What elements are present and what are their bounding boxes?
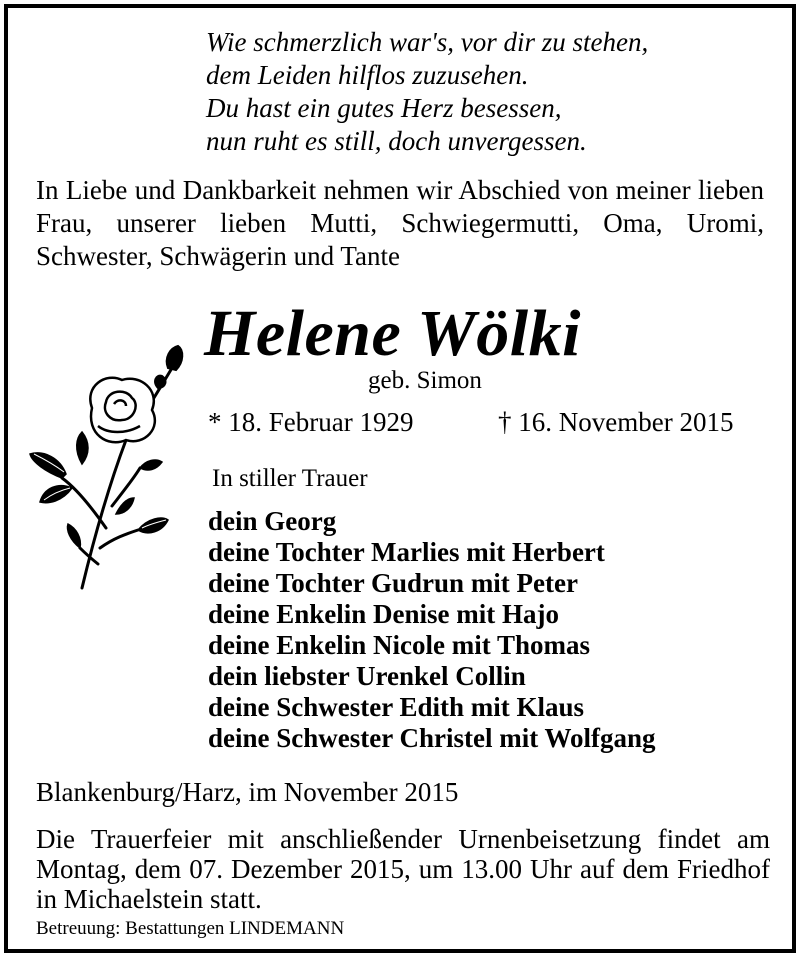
list-item: deine Schwester Edith mit Klaus — [208, 692, 585, 722]
rose-icon — [22, 338, 202, 598]
obituary-notice — [4, 4, 796, 953]
deceased-name: Helene Wölki — [204, 297, 581, 370]
list-item: deine Enkelin Denise mit Hajo — [208, 599, 560, 629]
poem-line: nun ruht es still, doch unvergessen. — [206, 126, 587, 156]
list-item: deine Tochter Marlies mit Herbert — [208, 537, 605, 567]
birth-date: * 18. Februar 1929 — [208, 407, 414, 437]
funeral-home-credit: Betreuung: Bestattungen LINDEMANN — [36, 918, 345, 939]
poem-line: dem Leiden hilflos zuzusehen. — [206, 60, 529, 90]
list-item: deine Enkelin Nicole mit Thomas — [208, 630, 591, 660]
birth-name: geb. Simon — [368, 367, 482, 394]
funeral-info: Die Trauerfeier mit anschließender Urnenbeisetzung findet am Montag, dem 07. Dezember 2015, um 13.00 Uhr auf dem Friedhof in Michaelstein statt. — [36, 824, 770, 914]
farewell-intro: In Liebe und Dankbarkeit nehmen wir Abschied von meiner lieben Frau, unserer lieben Mutti, Schwiegermutti, Oma, Uromi, Schwester, Schwägerin und Tante — [36, 175, 764, 271]
poem-line: Du hast ein gutes Herz besessen, — [206, 93, 562, 123]
memorial-poem — [206, 26, 648, 158]
place-date: Blankenburg/Harz, im November 2015 — [36, 777, 459, 807]
list-item: deine Schwester Christel mit Wolfgang — [208, 723, 656, 753]
mourners-list — [208, 506, 655, 754]
list-item: deine Tochter Gudrun mit Peter — [208, 568, 578, 598]
mourning-intro: In stiller Trauer — [212, 465, 368, 492]
death-date: † 16. November 2015 — [498, 407, 734, 437]
list-item: dein liebster Urenkel Collin — [208, 661, 526, 691]
list-item: dein Georg — [208, 506, 337, 536]
poem-line: Wie schmerzlich war's, vor dir zu stehen, — [206, 27, 649, 57]
